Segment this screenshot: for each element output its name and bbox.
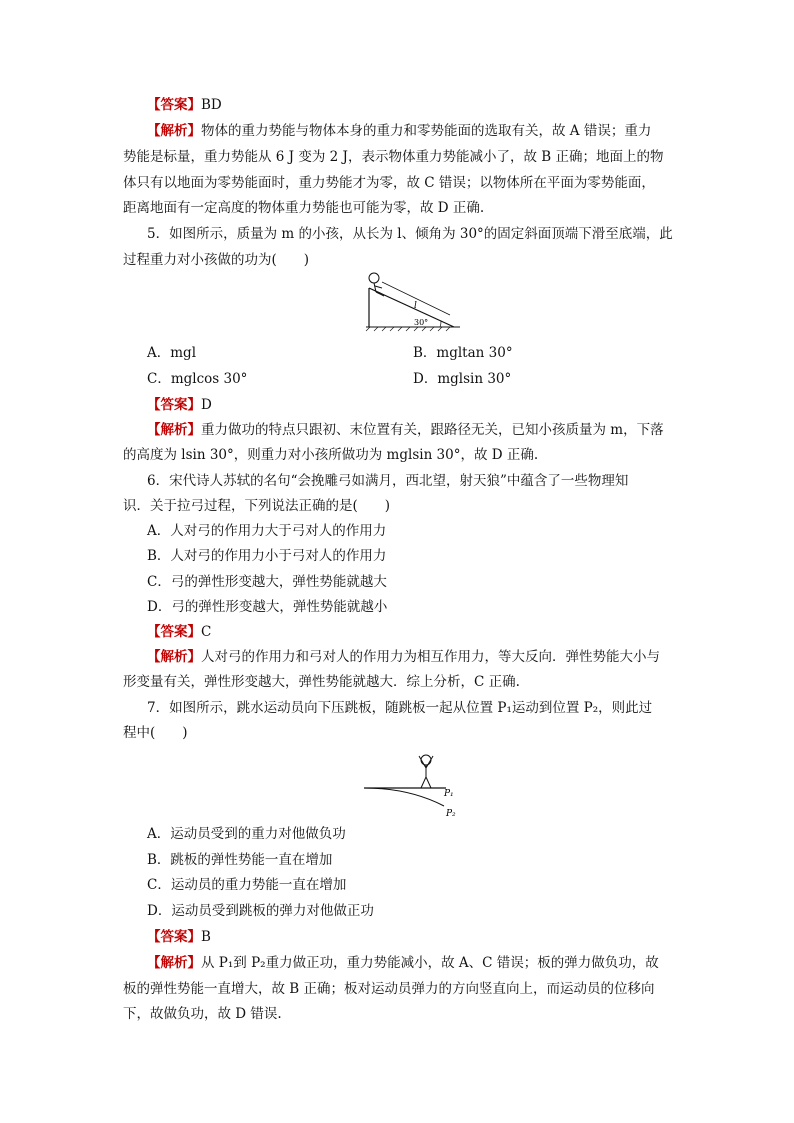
answer-tag: 【答案】 bbox=[147, 97, 201, 113]
q6-stem-line-1: 6．宋代诗人苏轼的名句“会挽雕弓如满月，西北望，射天狼”中蕴含了一些物理知 bbox=[147, 473, 629, 489]
q4-analysis-line-2: 势能是标量，重力势能从 6 J 变为 2 J，表示物体重力势能减小了，故 B 正确；地面上的物 bbox=[123, 149, 664, 165]
q7-option-c: C．运动员的重力势能一直在增加 bbox=[147, 877, 347, 893]
answer-tag: 【答案】 bbox=[147, 929, 201, 945]
q4-analysis-line-1 bbox=[147, 122, 657, 140]
q6-analysis-line-2: 形变量有关，弹性形变越大，弹性势能就越大．综上分析，C 正确. bbox=[123, 674, 520, 690]
q4-analysis-line-3: 体只有以地面为零势能面时，重力势能才为零，故 C 错误；以物体所在平面为零势能面， bbox=[123, 175, 655, 191]
p2-label: P₂ bbox=[446, 809, 456, 819]
q5-stem-line-2: 过程重力对小孩做的功为( ) bbox=[123, 252, 310, 268]
q7-analysis-line-2: 板的弹性势能一直增大，故 B 正确；板对运动员弹力的方向竖直向上，而运动员的位移向 bbox=[123, 981, 655, 997]
angle-label: 30° bbox=[414, 318, 429, 327]
q5-analysis-line-2: 的高度为 lsin 30°，则重力对小孩所做功为 mglsin 30°，故 D 正确. bbox=[123, 447, 539, 463]
answer-value: BD bbox=[201, 97, 222, 113]
analysis-tag: 【解析】 bbox=[147, 422, 201, 438]
q6-option-c: C．弓的弹性形变越大，弹性势能就越大 bbox=[147, 574, 387, 590]
q5-option-c: C．mglcos 30° bbox=[147, 371, 248, 387]
q6-option-d: D．弓的弹性形变越大，弹性势能就越小 bbox=[147, 599, 388, 615]
answer-tag: 【答案】 bbox=[147, 624, 201, 640]
q7-analysis-line-1 bbox=[147, 954, 657, 972]
q6-option-b: B．人对弓的作用力小于弓对人的作用力 bbox=[147, 548, 387, 564]
p1-label: P₁ bbox=[444, 789, 454, 799]
q5-stem-line-1: 5．如图所示，质量为 m 的小孩，从长为 l、倾角为 30°的固定斜面顶端下滑至底端，此 bbox=[147, 226, 673, 242]
analysis-tag: 【解析】 bbox=[147, 123, 201, 139]
q5-analysis-line-1 bbox=[147, 421, 664, 439]
answer-value: D bbox=[201, 397, 212, 413]
analysis-text: 物体的重力势能与物体本身的重力和零势能面的选取有关，故 A 错误；重力 bbox=[201, 123, 652, 139]
diver-icon bbox=[421, 755, 431, 765]
q7-analysis-line-3: 下，故做负功，故 D 错误. bbox=[123, 1006, 282, 1022]
q6-option-a: A．人对弓的作用力大于弓对人的作用力 bbox=[147, 523, 387, 539]
q7-option-a: A．运动员受到的重力对他做负功 bbox=[147, 826, 346, 842]
analysis-text: 人对弓的作用力和弓对人的作用力为相互作用力，等大反向．弹性势能大小与 bbox=[201, 649, 660, 665]
q7-option-d: D．运动员受到跳板的弹力对他做正功 bbox=[147, 903, 374, 919]
q5-incline-figure bbox=[362, 270, 462, 330]
child-icon bbox=[369, 273, 379, 283]
q7-option-b: B．跳板的弹性势能一直在增加 bbox=[147, 852, 333, 868]
analysis-tag: 【解析】 bbox=[147, 649, 201, 665]
q7-answer-line bbox=[147, 928, 657, 946]
length-label: l bbox=[414, 301, 417, 311]
q5-answer-line bbox=[147, 396, 657, 414]
q6-stem-line-2: 识．关于拉弓过程，下列说法正确的是( ) bbox=[123, 498, 391, 514]
q7-diving-board-figure bbox=[364, 750, 464, 820]
q6-answer-line bbox=[147, 623, 657, 641]
analysis-text: 重力做功的特点只跟初、末位置有关，跟路径无关，已知小孩质量为 m，下落 bbox=[201, 422, 664, 438]
q4-analysis-line-4: 距离地面有一定高度的物体重力势能也可能为零，故 D 正确. bbox=[123, 200, 485, 216]
answer-tag: 【答案】 bbox=[147, 397, 201, 413]
analysis-tag: 【解析】 bbox=[147, 955, 201, 971]
answer-value: B bbox=[201, 929, 211, 945]
q5-option-d: D．mglsin 30° bbox=[413, 371, 512, 387]
q7-stem-line-1: 7．如图所示，跳水运动员向下压跳板，随跳板一起从位置 P₁运动到位置 P₂，则此过 bbox=[147, 700, 653, 716]
q6-analysis-line-1 bbox=[147, 648, 660, 666]
q5-option-a: A．mgl bbox=[147, 345, 197, 361]
q5-option-b: B．mgltan 30° bbox=[413, 345, 513, 361]
answer-value: C bbox=[201, 624, 212, 640]
q7-stem-line-2: 程中( ) bbox=[123, 725, 188, 741]
analysis-text: 从 P₁到 P₂重力做正功，重力势能减小，故 A、C 错误；板的弹力做负功，故 bbox=[201, 955, 659, 971]
q4-answer-line bbox=[147, 96, 657, 114]
